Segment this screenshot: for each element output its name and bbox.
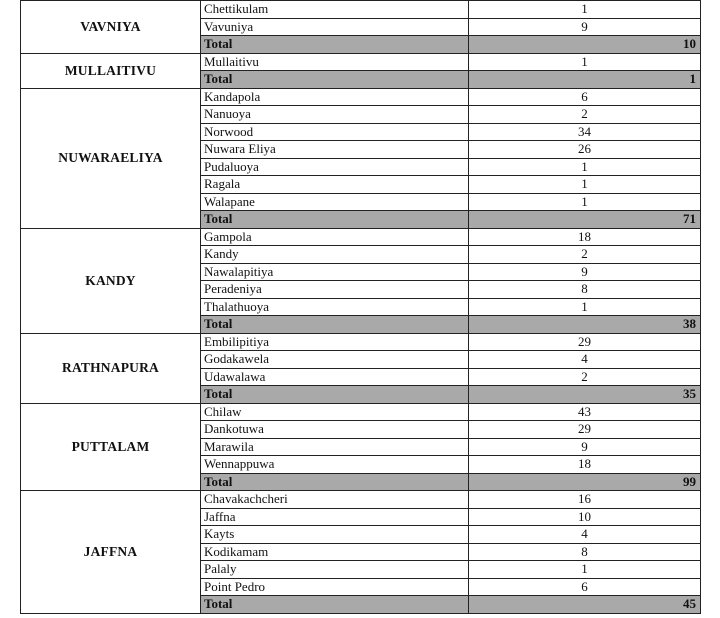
place-name: Mullaitivu bbox=[201, 53, 469, 71]
place-name: Norwood bbox=[201, 123, 469, 141]
total-label: Total bbox=[201, 473, 469, 491]
place-count: 29 bbox=[469, 421, 701, 439]
place-name: Nawalapitiya bbox=[201, 263, 469, 281]
total-value: 99 bbox=[469, 473, 701, 491]
place-count: 9 bbox=[469, 438, 701, 456]
place-count: 6 bbox=[469, 578, 701, 596]
total-value: 10 bbox=[469, 36, 701, 54]
place-name: Ragala bbox=[201, 176, 469, 194]
district-table bbox=[20, 0, 701, 614]
place-count: 10 bbox=[469, 508, 701, 526]
total-value: 1 bbox=[469, 71, 701, 89]
place-name: Chavakachcheri bbox=[201, 491, 469, 509]
place-count: 4 bbox=[469, 351, 701, 369]
place-count: 1 bbox=[469, 193, 701, 211]
district-name: PUTTALAM bbox=[21, 403, 201, 491]
place-count: 1 bbox=[469, 176, 701, 194]
total-label: Total bbox=[201, 316, 469, 334]
place-count: 43 bbox=[469, 403, 701, 421]
place-count: 6 bbox=[469, 88, 701, 106]
place-count: 29 bbox=[469, 333, 701, 351]
place-name: Kayts bbox=[201, 526, 469, 544]
total-label: Total bbox=[201, 386, 469, 404]
place-count: 4 bbox=[469, 526, 701, 544]
place-name: Dankotuwa bbox=[201, 421, 469, 439]
table-row bbox=[21, 491, 701, 509]
place-name: Wennappuwa bbox=[201, 456, 469, 474]
table-row bbox=[21, 53, 701, 71]
place-count: 26 bbox=[469, 141, 701, 159]
table-row bbox=[21, 403, 701, 421]
total-label: Total bbox=[201, 596, 469, 614]
place-name: Jaffna bbox=[201, 508, 469, 526]
place-name: Pudaluoya bbox=[201, 158, 469, 176]
place-count: 1 bbox=[469, 561, 701, 579]
place-count: 8 bbox=[469, 543, 701, 561]
district-name: MULLAITIVU bbox=[21, 53, 201, 88]
district-name: NUWARAELIYA bbox=[21, 88, 201, 228]
place-count: 1 bbox=[469, 298, 701, 316]
place-count: 9 bbox=[469, 263, 701, 281]
place-count: 34 bbox=[469, 123, 701, 141]
table-row bbox=[21, 333, 701, 351]
place-count: 2 bbox=[469, 106, 701, 124]
place-count: 1 bbox=[469, 158, 701, 176]
place-name: Nanuoya bbox=[201, 106, 469, 124]
district-name: RATHNAPURA bbox=[21, 333, 201, 403]
total-label: Total bbox=[201, 211, 469, 229]
table-row bbox=[21, 88, 701, 106]
place-count: 9 bbox=[469, 18, 701, 36]
place-name: Point Pedro bbox=[201, 578, 469, 596]
table-row bbox=[21, 1, 701, 19]
place-name: Embilipitiya bbox=[201, 333, 469, 351]
total-value: 71 bbox=[469, 211, 701, 229]
district-name: VAVNIYA bbox=[21, 1, 201, 54]
document-page bbox=[20, 0, 700, 614]
place-count: 16 bbox=[469, 491, 701, 509]
place-name: Peradeniya bbox=[201, 281, 469, 299]
total-value: 38 bbox=[469, 316, 701, 334]
district-name: KANDY bbox=[21, 228, 201, 333]
place-name: Kodikamam bbox=[201, 543, 469, 561]
table-body bbox=[21, 1, 701, 614]
place-name: Marawila bbox=[201, 438, 469, 456]
place-name: Kandy bbox=[201, 246, 469, 264]
place-count: 8 bbox=[469, 281, 701, 299]
table-row bbox=[21, 228, 701, 246]
place-name: Kandapola bbox=[201, 88, 469, 106]
place-name: Chilaw bbox=[201, 403, 469, 421]
place-name: Walapane bbox=[201, 193, 469, 211]
place-name: Udawalawa bbox=[201, 368, 469, 386]
place-count: 1 bbox=[469, 1, 701, 19]
place-count: 2 bbox=[469, 368, 701, 386]
place-name: Vavuniya bbox=[201, 18, 469, 36]
place-count: 18 bbox=[469, 228, 701, 246]
total-value: 45 bbox=[469, 596, 701, 614]
place-name: Gampola bbox=[201, 228, 469, 246]
place-name: Nuwara Eliya bbox=[201, 141, 469, 159]
district-name: JAFFNA bbox=[21, 491, 201, 614]
place-count: 1 bbox=[469, 53, 701, 71]
place-name: Godakawela bbox=[201, 351, 469, 369]
total-value: 35 bbox=[469, 386, 701, 404]
place-name: Chettikulam bbox=[201, 1, 469, 19]
place-name: Thalathuoya bbox=[201, 298, 469, 316]
place-count: 2 bbox=[469, 246, 701, 264]
place-name: Palaly bbox=[201, 561, 469, 579]
total-label: Total bbox=[201, 71, 469, 89]
place-count: 18 bbox=[469, 456, 701, 474]
total-label: Total bbox=[201, 36, 469, 54]
